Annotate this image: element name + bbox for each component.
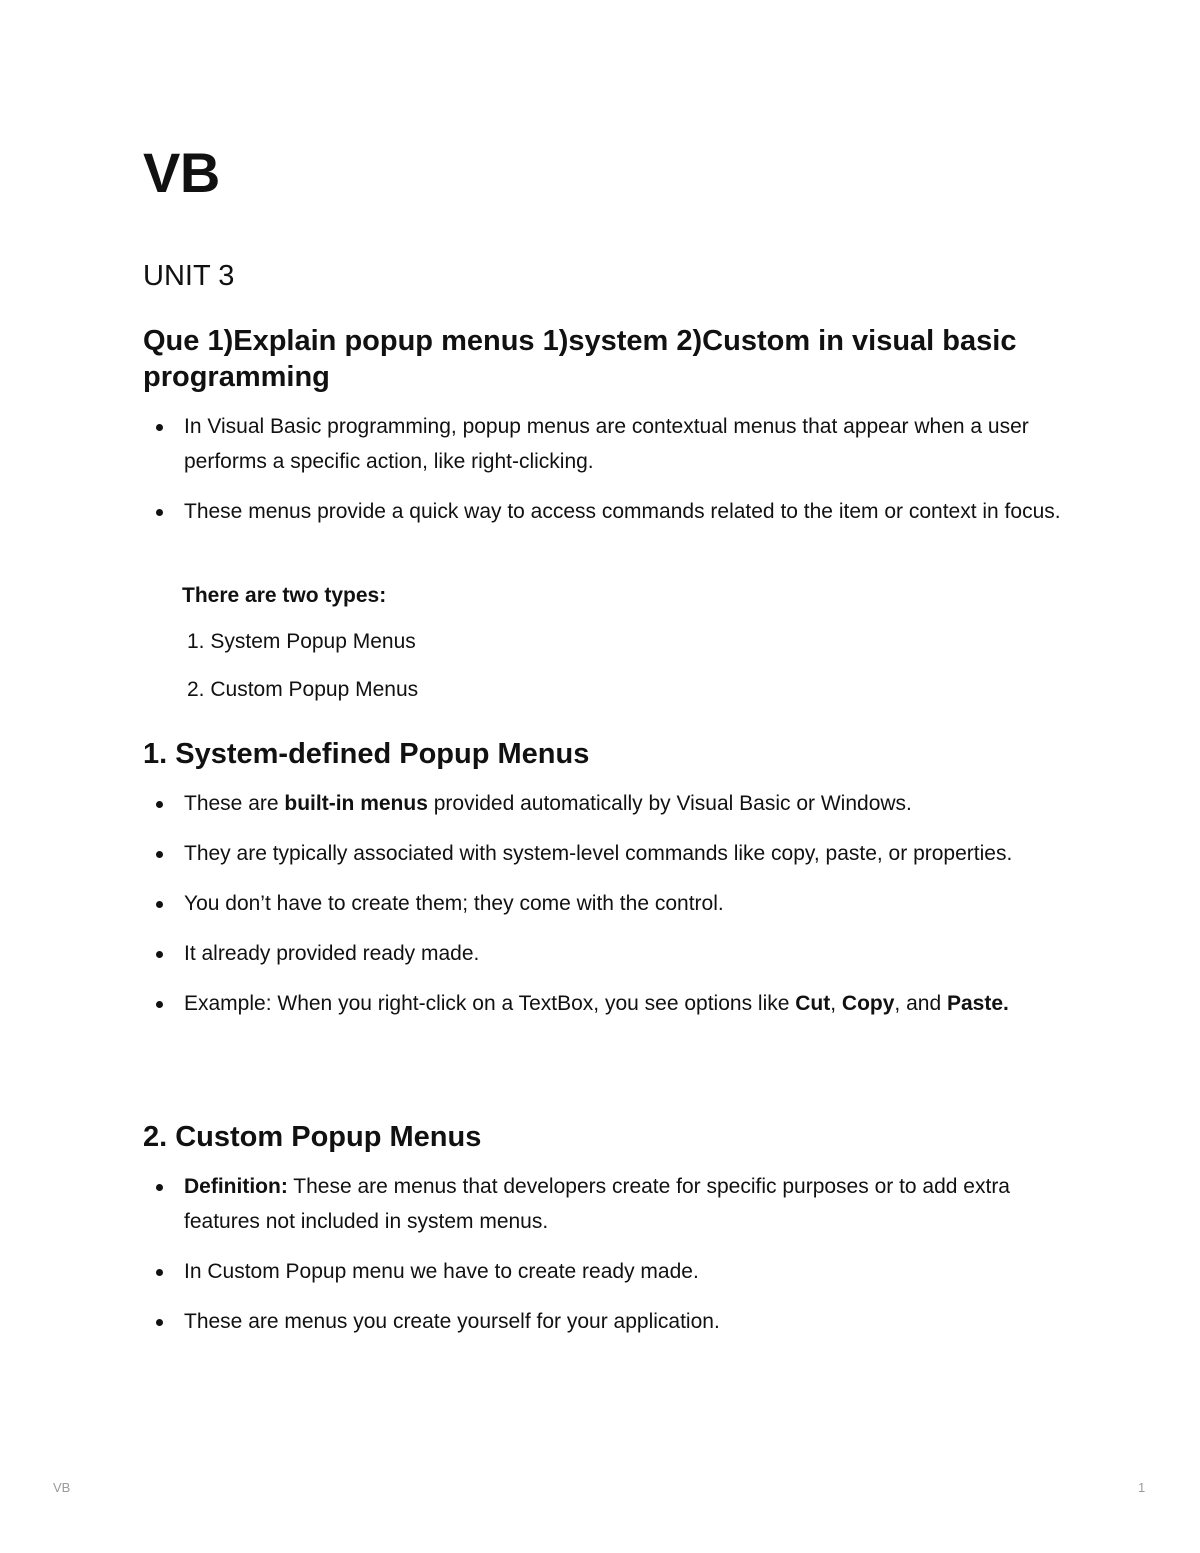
bullet-text: You don’t have to create them; they come with the control.: [184, 892, 724, 915]
types-label: There are two types:: [182, 584, 387, 607]
bullet-dot-icon: [156, 901, 163, 908]
numbered-item: 2. Custom Popup Menus: [187, 678, 419, 701]
footer-page-number: 1: [1138, 1480, 1146, 1495]
list-item: [143, 1254, 1073, 1289]
list-item: [143, 886, 1073, 921]
bullet-dot-icon: [156, 801, 163, 808]
bullet-text-post: provided automatically by Visual Basic or Windows.: [427, 792, 912, 815]
system-section-heading: 1. System-defined Popup Menus: [143, 738, 590, 770]
bold-paste: Paste: [946, 992, 1004, 1015]
bullet-dot-icon: [156, 1001, 163, 1008]
list-item: [143, 986, 1073, 1021]
bullet-dot-icon: [156, 1184, 163, 1191]
bullet-text-pre: Example: When you right-click on a TextBox, you see options like: [184, 992, 796, 1015]
list-item: [143, 786, 1073, 821]
bullet-dot-icon: [156, 851, 163, 858]
system-bullet-list: [143, 786, 1073, 1036]
bold-phrase: Definition:: [184, 1175, 288, 1198]
bold-cut: Cut: [795, 992, 831, 1015]
intro-bullet-list: [143, 409, 1073, 544]
list-item: [143, 409, 1073, 479]
list-item: [143, 1304, 1073, 1339]
separator: , and: [894, 992, 947, 1015]
document-title: VB: [143, 141, 220, 204]
bullet-text-pre: These are: [184, 792, 285, 815]
bullet-text: In Visual Basic programming, popup menus are contextual menus that appear when a user performs a specific action, like right-clicking.: [184, 415, 1029, 473]
numbered-item: 1. System Popup Menus: [187, 630, 416, 653]
unit-heading: UNIT 3: [143, 260, 235, 292]
question-heading: Que 1)Explain popup menus 1)system 2)Custom in visual basic programming: [143, 325, 1017, 393]
bold-copy: Copy: [841, 992, 895, 1015]
bullet-text: These are menus you create yourself for your application.: [184, 1310, 720, 1333]
list-item: [143, 836, 1073, 871]
bullet-dot-icon: [156, 1319, 163, 1326]
bullet-dot-icon: [156, 424, 163, 431]
bullet-text: These menus provide a quick way to access commands related to the item or context in focus.: [184, 500, 1061, 523]
list-item: [143, 1169, 1073, 1239]
bold-phrase: built-in menus: [284, 792, 428, 815]
bullet-text: They are typically associated with system-level commands like copy, paste, or properties.: [184, 842, 1013, 865]
bullet-dot-icon: [156, 1269, 163, 1276]
custom-bullet-list: [143, 1169, 1073, 1354]
separator: ,: [830, 992, 842, 1015]
list-item: [143, 936, 1073, 971]
custom-section-heading: 2. Custom Popup Menus: [143, 1121, 482, 1153]
types-numbered-list: [187, 626, 1117, 722]
bullet-dot-icon: [156, 951, 163, 958]
end-period: .: [1003, 992, 1009, 1015]
bullet-dot-icon: [156, 509, 163, 516]
list-item: [143, 494, 1073, 529]
footer-doc-name: VB: [53, 1480, 71, 1495]
bullet-text: It already provided ready made.: [184, 942, 480, 965]
bullet-text-post: These are menus that developers create for specific purposes or to add extra features not included in system menus.: [184, 1175, 1010, 1233]
bullet-text: In Custom Popup menu we have to create ready made.: [184, 1260, 699, 1283]
